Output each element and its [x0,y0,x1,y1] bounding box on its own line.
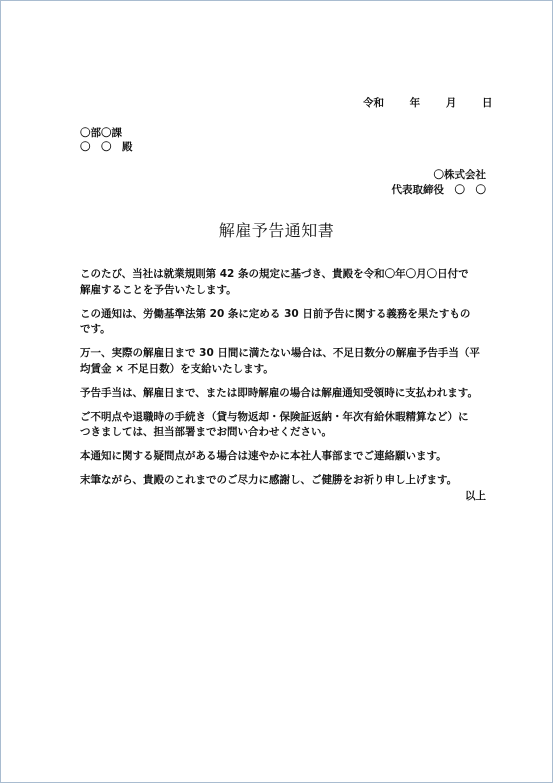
paragraph-contact: 本通知に関する疑問点がある場合は速やかに本社人事部までご連絡願います。 [80,450,447,462]
date-month: 月 [445,97,457,109]
addressee-name: 〇 〇 殿 [80,141,133,153]
addressee-department: 〇部〇課 [80,127,122,139]
closing-mark: 以上 [465,490,486,502]
paragraph-notice: このたび、当社は就業規則第 42 条の規定に基づき、貴殿を令和〇年〇月〇日付で 解雇することを予告いたします。 [80,268,469,296]
document-title: 解雇予告通知書 [218,221,335,240]
paragraph-procedures: ご不明点や退職時の手続き（貸与物返却・保険証返納・年次有給休暇精算など）に つきましては、担当部署までお問い合わせください。 [80,410,469,438]
paragraph-allowance: 万一、実際の解雇日まで 30 日間に満たない場合は、不足日数分の解雇予告手当（平 均賃金 × 不足日数）を支給いたします。 [80,347,480,375]
paragraph-legal-basis: この通知は、労働基準法第 20 条に定める 30 日前予告に関する義務を果たすもの です。 [80,307,471,335]
paragraph-payment-timing: 予告手当は、解雇日まで、または即時解雇の場合は解雇通知受領時に支払われます。 [80,386,478,399]
document-body [80,267,490,497]
sender-company: 〇株式会社 [433,169,486,181]
date-year: 年 [409,97,421,109]
date-day: 日 [481,97,493,109]
paragraph-closing-remarks: 末筆ながら、貴殿のこれまでのご尽力に感謝し、ご健勝をお祈り申し上げます。 [80,474,458,486]
issue-date [363,95,492,110]
date-era: 令和 [363,97,384,109]
sender-representative: 代表取締役 〇 〇 [391,184,486,196]
